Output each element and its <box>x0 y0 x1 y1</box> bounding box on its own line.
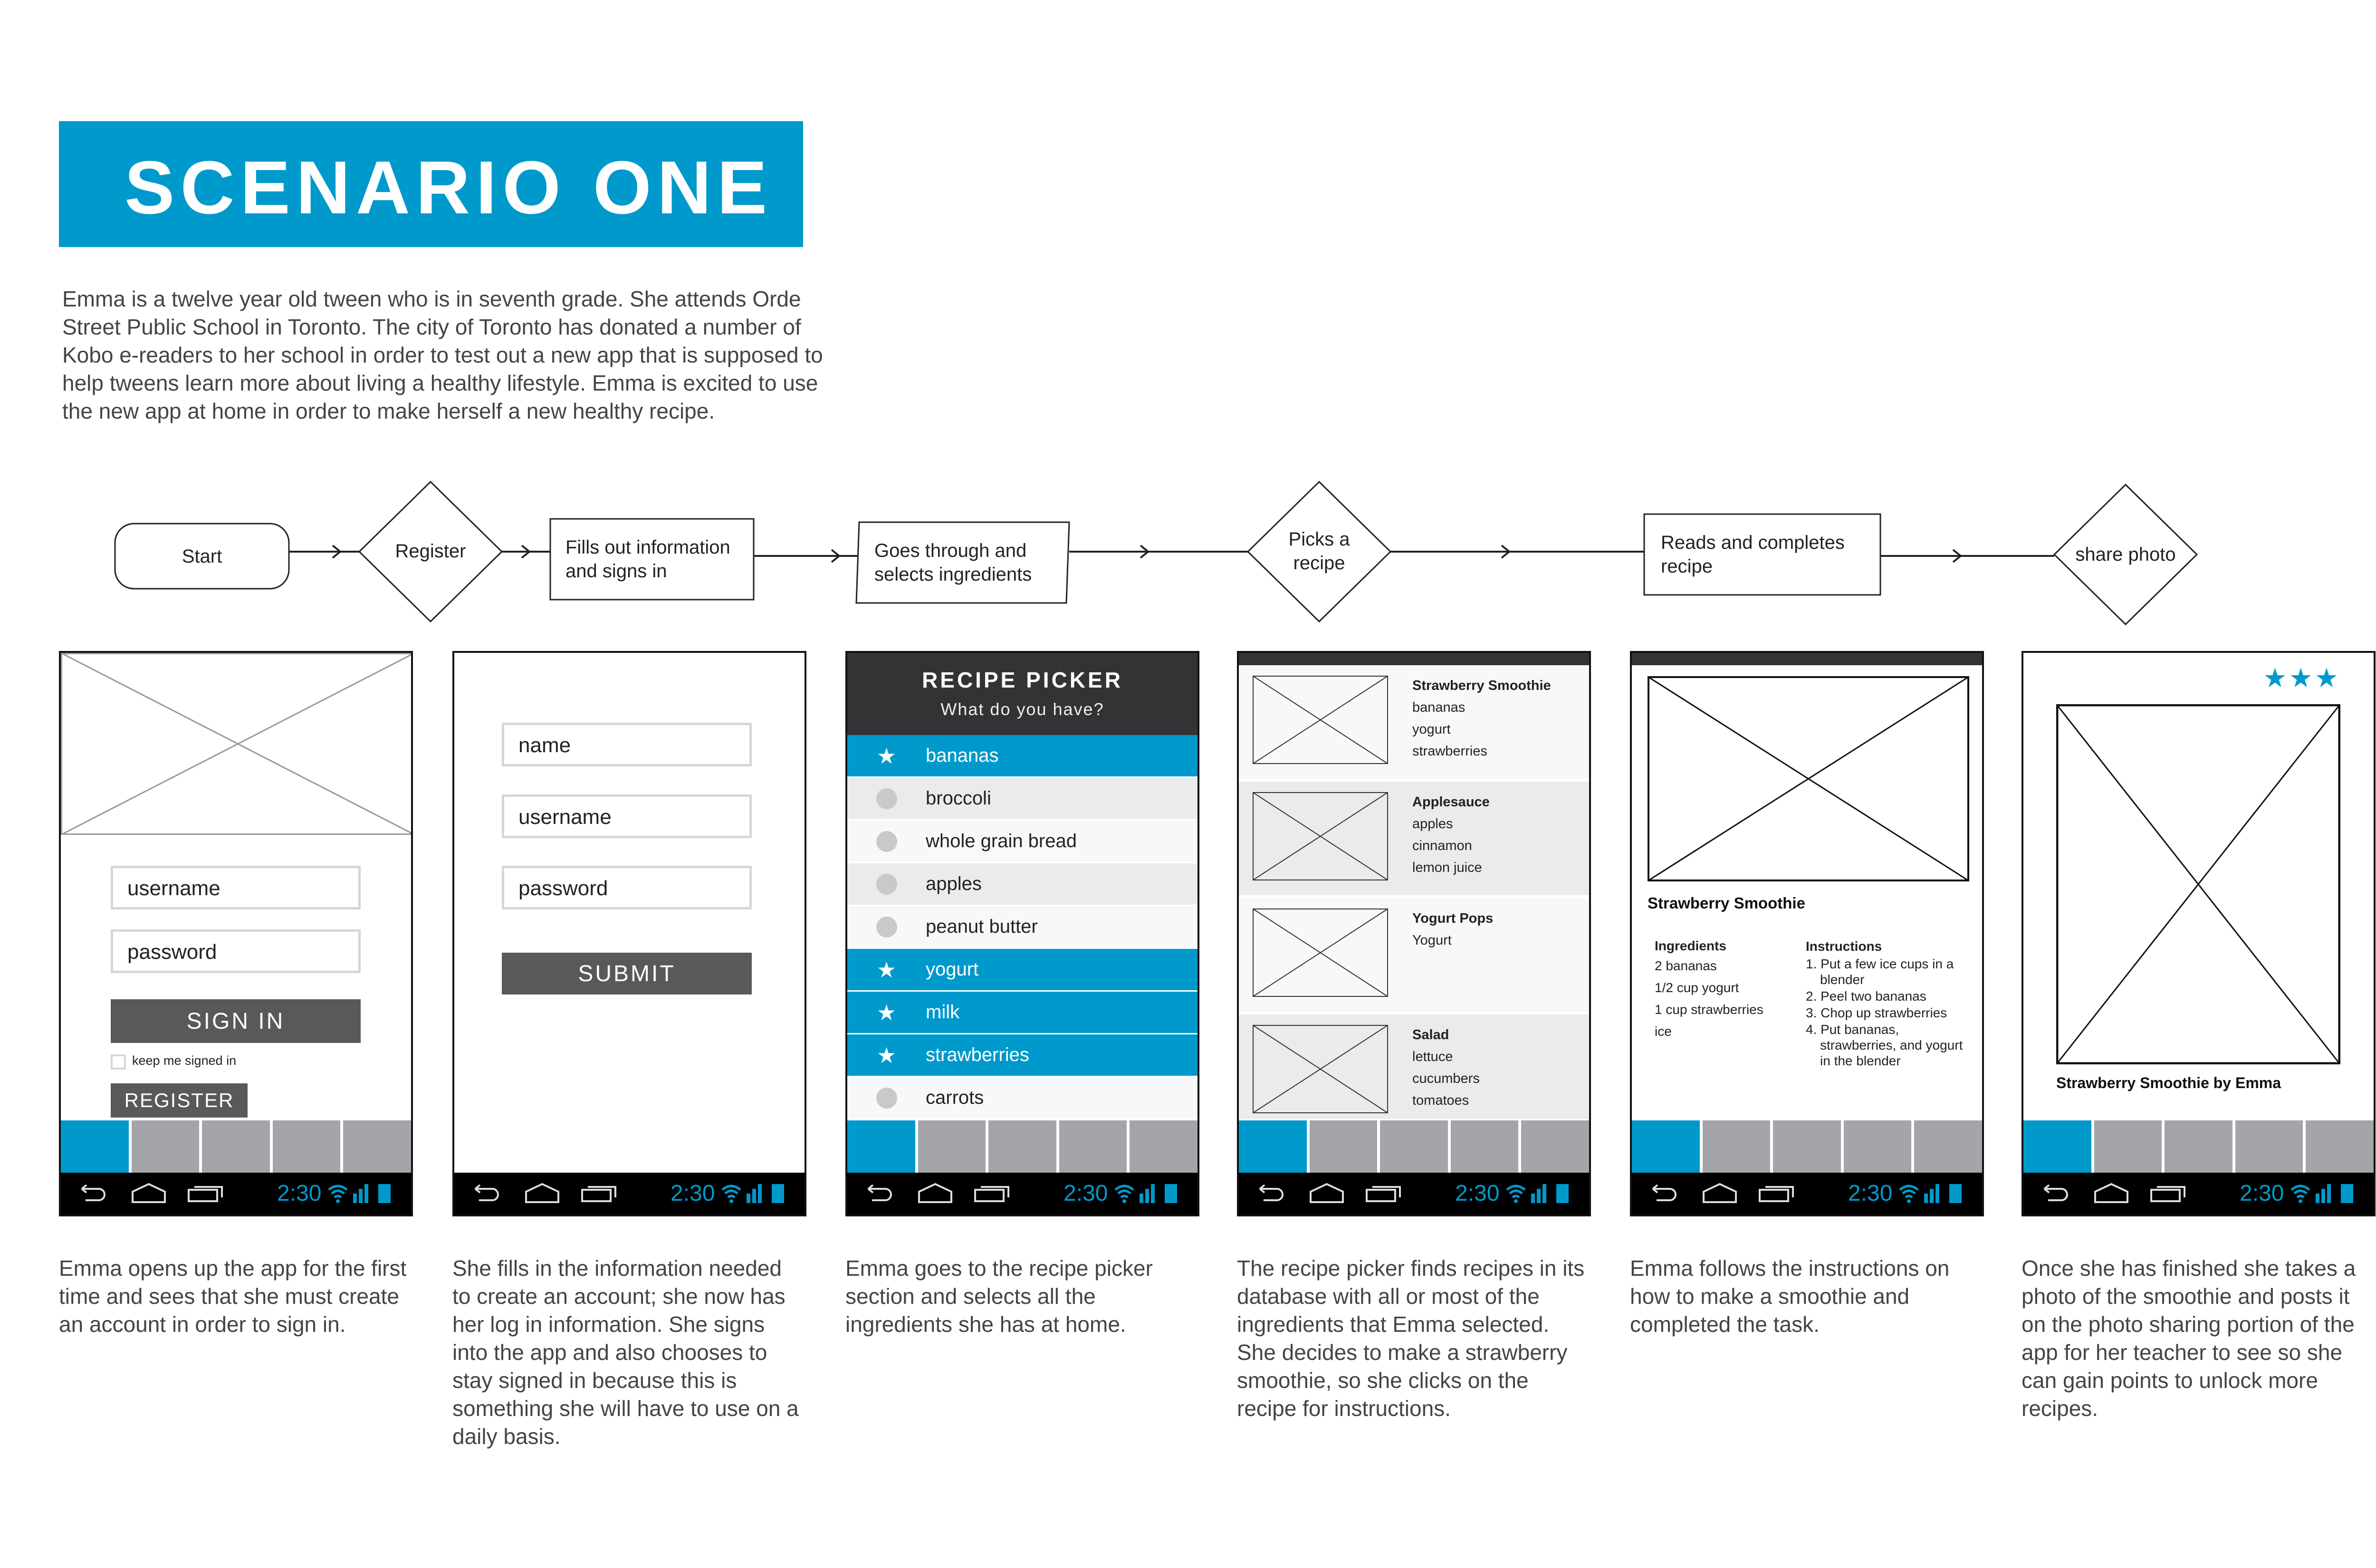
tab-2[interactable] <box>2094 1120 2162 1173</box>
dot-icon <box>876 1088 897 1109</box>
keep-signed-in-label: keep me signed in <box>132 1053 237 1068</box>
tab-3[interactable] <box>2165 1120 2232 1173</box>
rating-stars <box>2263 662 2340 694</box>
ingredient-label: peanut butter <box>926 916 1038 937</box>
wifi-icon <box>1505 1183 1527 1205</box>
instructions-section <box>1806 937 1967 1070</box>
intro-paragraph: Emma is a twelve year old tween who is in seventh grade. She attends Orde Street Public School in Toronto. The city of Toronto has donated a number of Kobo e-readers to her school in order to test out a new app that is supposed to help tweens learn more about living a healthy lifestyle. Emma is excited to use the new app at home in order to make herself a new healthy recipe. <box>62 287 823 423</box>
tab-5[interactable] <box>1521 1120 1589 1173</box>
recipe-text <box>1412 1024 1480 1111</box>
battery-icon <box>772 1184 784 1203</box>
system-nav-bar <box>1632 1173 1982 1214</box>
flow-step-register: Register <box>395 541 466 562</box>
system-nav-bar <box>2023 1173 2374 1214</box>
signal-icon <box>2316 1184 2332 1203</box>
tab-3[interactable] <box>1773 1120 1841 1173</box>
flowchart-shapes <box>0 0 2376 665</box>
recipe-ingredient: yogurt <box>1412 722 1451 737</box>
status-strip <box>1239 653 1589 665</box>
ingredient-label: bananas <box>926 745 999 766</box>
image-placeholder <box>61 653 413 835</box>
phone-screen-share-photo <box>2022 651 2376 1216</box>
bottom-tab-bar <box>1239 1119 1589 1173</box>
ingredient-row[interactable] <box>847 1034 1198 1077</box>
tab-5[interactable] <box>1914 1120 1982 1173</box>
wifi-icon <box>1113 1183 1135 1205</box>
caption-step-1: Emma opens up the app for the first time and sees that she must create an account in order to sign in. <box>59 1256 407 1337</box>
image-placeholder <box>1648 676 1969 881</box>
flow-step-reads: Reads and completes recipe <box>1661 532 1845 577</box>
clock-time: 2:30 <box>1455 1181 1500 1206</box>
tab-4[interactable] <box>1059 1120 1127 1173</box>
recipe-name: Salad <box>1412 1027 1449 1042</box>
recent-apps-icon[interactable] <box>1365 1182 1403 1204</box>
keep-signed-in-checkbox[interactable] <box>111 1054 126 1070</box>
picker-title: RECIPE PICKER <box>922 668 1123 692</box>
star-icon: ★ <box>2314 663 2340 693</box>
star-icon: ★ <box>2263 663 2289 693</box>
back-icon[interactable] <box>75 1183 108 1204</box>
tab-4[interactable] <box>1451 1120 1519 1173</box>
battery-icon <box>1165 1184 1177 1203</box>
username-input[interactable]: username <box>502 794 752 838</box>
name-input[interactable]: name <box>502 723 752 766</box>
bottom-tab-bar <box>1632 1119 1982 1173</box>
unselected-dot-icon <box>847 788 926 809</box>
tab-1[interactable] <box>847 1120 915 1173</box>
ingredient-row[interactable] <box>847 949 1198 992</box>
recipe-ingredient: cinnamon <box>1412 838 1472 853</box>
recipe-ingredient: cucumbers <box>1412 1071 1480 1086</box>
tab-3[interactable] <box>202 1120 270 1173</box>
caption-step-3: Emma goes to the recipe picker section and selects all the ingredients she has at home. <box>845 1256 1153 1337</box>
clock-time: 2:30 <box>1063 1181 1108 1206</box>
home-icon[interactable] <box>1308 1181 1346 1205</box>
tab-4[interactable] <box>273 1120 341 1173</box>
ingredient-label: whole grain bread <box>926 831 1077 851</box>
recent-apps-icon[interactable] <box>580 1182 618 1204</box>
home-icon[interactable] <box>2092 1181 2130 1205</box>
system-nav-bar <box>1239 1173 1589 1214</box>
unselected-dot-icon <box>847 874 926 895</box>
bottom-tab-bar <box>2023 1119 2374 1173</box>
unselected-dot-icon <box>847 917 926 937</box>
back-icon[interactable] <box>2038 1183 2071 1204</box>
recipe-ingredient: lemon juice <box>1412 860 1482 875</box>
recipe-card[interactable] <box>1239 665 1589 782</box>
recipe-list <box>1239 665 1589 1131</box>
ingredient-row[interactable] <box>847 863 1198 906</box>
battery-icon <box>2341 1184 2353 1203</box>
phone-screen-recipe-results <box>1237 651 1591 1216</box>
caption-step-2: She fills in the information needed to create an account; she now has her log in information. She signs into the app and also chooses to stay signed in because this is something she will have to use on a daily basis. <box>452 1256 799 1449</box>
system-nav-bar <box>847 1173 1198 1214</box>
system-nav-bar <box>454 1173 805 1214</box>
recipe-thumbnail <box>1253 908 1388 997</box>
status-strip <box>1632 653 1982 665</box>
tab-4[interactable] <box>2235 1120 2303 1173</box>
ingredient-item: 2 bananas <box>1655 958 1717 973</box>
wifi-icon <box>1898 1183 1920 1205</box>
dot-icon <box>876 831 897 852</box>
phone-screen-recipe-detail <box>1630 651 1984 1216</box>
ingredient-label: broccoli <box>926 788 991 809</box>
clock-time: 2:30 <box>2240 1181 2284 1206</box>
back-icon[interactable] <box>862 1183 895 1204</box>
ingredient-item: ice <box>1655 1024 1672 1039</box>
recent-apps-icon[interactable] <box>187 1182 225 1204</box>
back-icon[interactable] <box>1253 1183 1286 1204</box>
ingredient-row[interactable] <box>847 735 1198 778</box>
battery-icon <box>1949 1184 1962 1203</box>
clock-time: 2:30 <box>277 1181 322 1206</box>
wifi-icon <box>327 1183 349 1205</box>
picker-header <box>847 653 1198 735</box>
recipe-thumbnail <box>1253 1025 1388 1113</box>
username-input[interactable]: username <box>111 866 361 909</box>
unselected-dot-icon <box>847 1088 926 1109</box>
photo-placeholder <box>2056 704 2340 1064</box>
clock-time: 2:30 <box>671 1181 715 1206</box>
recipe-text <box>1412 908 1493 951</box>
star-icon: ★ <box>2289 663 2315 693</box>
ingredient-label: milk <box>926 1002 960 1023</box>
flow-step-picks: Picks a recipe <box>1288 529 1350 574</box>
tab-1[interactable] <box>1632 1120 1700 1173</box>
recipe-ingredient: strawberries <box>1412 744 1487 759</box>
dot-icon <box>876 917 897 937</box>
star-icon: ★ <box>876 1042 897 1068</box>
clock-time: 2:30 <box>1848 1181 1893 1206</box>
wifi-icon <box>720 1183 742 1205</box>
flow-step-fills-out: Fills out information and signs in <box>565 537 730 582</box>
ingredient-row[interactable] <box>847 906 1198 949</box>
ingredient-item: 1 cup strawberries <box>1655 1002 1763 1017</box>
back-icon[interactable] <box>469 1183 502 1204</box>
tab-1[interactable] <box>61 1120 129 1173</box>
instruction-step: 2. Peel two bananas <box>1806 989 1926 1004</box>
ingredient-label: carrots <box>926 1087 984 1108</box>
back-icon[interactable] <box>1646 1183 1679 1204</box>
recipe-title: Strawberry Smoothie <box>1648 894 1805 912</box>
phone-screen-recipe-picker <box>845 651 1199 1216</box>
dot-icon <box>876 874 897 895</box>
tab-1[interactable] <box>1239 1120 1307 1173</box>
system-nav-bar <box>61 1173 411 1214</box>
tab-5[interactable] <box>343 1120 411 1173</box>
star-icon: ★ <box>876 957 897 982</box>
ingredient-label: apples <box>926 873 982 894</box>
flow-step-share: share photo <box>2075 544 2176 565</box>
home-icon[interactable] <box>130 1181 168 1205</box>
instructions-heading: Instructions <box>1806 939 1882 954</box>
password-input[interactable]: password <box>502 866 752 909</box>
ingredient-row[interactable] <box>847 992 1198 1034</box>
recipe-thumbnail <box>1253 676 1388 764</box>
bottom-tab-bar <box>847 1119 1198 1173</box>
signal-icon <box>1531 1184 1547 1203</box>
recipe-ingredient: bananas <box>1412 700 1466 715</box>
unselected-dot-icon <box>847 831 926 852</box>
ingredient-row[interactable] <box>847 778 1198 821</box>
phone-screen-login <box>59 651 413 1216</box>
recent-apps-icon[interactable] <box>1758 1182 1796 1204</box>
recipe-card[interactable] <box>1239 1014 1589 1131</box>
recipe-name: Applesauce <box>1412 794 1490 810</box>
password-input[interactable]: password <box>111 929 361 973</box>
ingredient-list <box>847 735 1198 1120</box>
ingredient-row[interactable] <box>847 1077 1198 1120</box>
signal-icon <box>1924 1184 1940 1203</box>
wifi-icon <box>2290 1183 2311 1205</box>
tab-5[interactable] <box>2306 1120 2374 1173</box>
register-button[interactable]: REGISTER <box>111 1083 248 1118</box>
ingredients-heading: Ingredients <box>1655 938 1726 953</box>
caption-step-4: The recipe picker finds recipes in its database with all or most of the ingredients that Emma selected. She decides to make a strawberry smoothie, so she clicks on the recipe for instructions. <box>1237 1256 1585 1421</box>
tab-2[interactable] <box>1703 1120 1771 1173</box>
recipe-ingredient: Yogurt <box>1412 933 1452 948</box>
tab-3[interactable] <box>988 1120 1056 1173</box>
recipe-ingredient: tomatoes <box>1412 1093 1469 1108</box>
sign-in-button[interactable]: SIGN IN <box>111 999 361 1043</box>
recipe-card[interactable] <box>1239 782 1589 898</box>
instruction-step: 1. Put a few ice cups in a blender <box>1806 956 1954 987</box>
recent-apps-icon[interactable] <box>2149 1182 2187 1204</box>
submit-button[interactable]: SUBMIT <box>502 953 752 994</box>
recipe-name: Yogurt Pops <box>1412 911 1494 926</box>
instruction-step: 4. Put bananas, strawberries, and yogurt in the blender <box>1806 1022 1963 1068</box>
caption-step-5: Emma follows the instructions on how to make a smoothie and completed the task. <box>1630 1256 1950 1337</box>
home-icon[interactable] <box>916 1181 954 1205</box>
ingredients-section <box>1655 937 1792 1042</box>
signal-icon <box>353 1184 369 1203</box>
ingredient-item: 1/2 cup yogurt <box>1655 980 1739 995</box>
star-icon: ★ <box>876 743 897 768</box>
recipe-text <box>1412 791 1490 879</box>
signal-icon <box>747 1184 763 1203</box>
star-icon: ★ <box>876 1000 897 1025</box>
flow-step-selects: Goes through and selects ingredients <box>874 540 1032 585</box>
ingredient-row[interactable] <box>847 821 1198 863</box>
recipe-text <box>1412 675 1551 762</box>
home-icon[interactable] <box>1701 1181 1739 1205</box>
photo-caption: Strawberry Smoothie by Emma <box>2056 1074 2281 1091</box>
instruction-step: 3. Chop up strawberries <box>1806 1005 1947 1020</box>
recipe-ingredient: lettuce <box>1412 1049 1453 1064</box>
picker-subtitle: What do you have? <box>940 699 1104 719</box>
phone-screen-register <box>452 651 806 1216</box>
battery-icon <box>378 1184 391 1203</box>
tab-4[interactable] <box>1844 1120 1912 1173</box>
bottom-tab-bar <box>61 1119 411 1173</box>
tab-2[interactable] <box>1310 1120 1378 1173</box>
recipe-card[interactable] <box>1239 898 1589 1014</box>
ingredient-label: strawberries <box>926 1044 1029 1065</box>
recipe-name: Strawberry Smoothie <box>1412 678 1551 693</box>
recent-apps-icon[interactable] <box>973 1182 1011 1204</box>
tab-5[interactable] <box>1130 1120 1198 1173</box>
recipe-ingredient: apples <box>1412 816 1453 832</box>
tab-2[interactable] <box>918 1120 986 1173</box>
recipe-thumbnail <box>1253 792 1388 880</box>
ingredient-label: yogurt <box>926 959 979 980</box>
dot-icon <box>876 788 897 809</box>
battery-icon <box>1556 1184 1569 1203</box>
page-title: SCENARIO ONE <box>125 146 773 229</box>
signal-icon <box>1140 1184 1156 1203</box>
tab-1[interactable] <box>2023 1120 2091 1173</box>
home-icon[interactable] <box>523 1181 561 1205</box>
tab-3[interactable] <box>1380 1120 1448 1173</box>
caption-step-6: Once she has finished she takes a photo of the smoothie and posts it on the photo sharing portion of the app for her teacher to see so she can gain points to unlock more recipes. <box>2022 1256 2356 1421</box>
flow-step-start: Start <box>182 545 222 567</box>
tab-2[interactable] <box>132 1120 200 1173</box>
